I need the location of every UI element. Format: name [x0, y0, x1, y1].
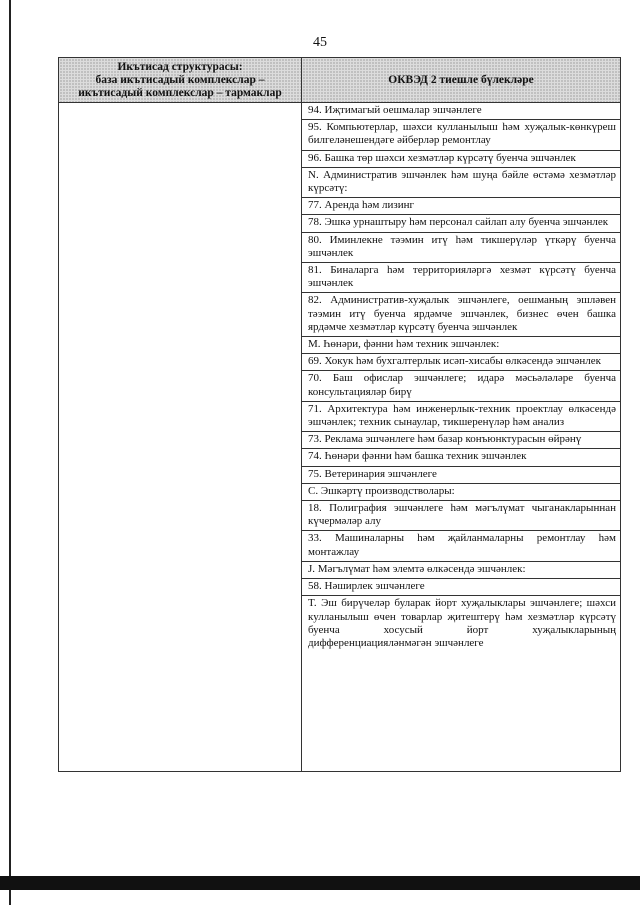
list-item: 95. Компьютерлар, шәхси кулланылыш һәм хуҗалык-көнкүреш билгеләнешендәге әйберләр ремонтлау [302, 120, 620, 150]
items-cell [302, 103, 621, 772]
list-item: 58. Нәширлек эшчәнлеге [302, 579, 620, 596]
header-right-cell: ОКВЭД 2 тиешле бүлекләре [302, 58, 621, 103]
header-left-line: икътисадый комплекслар – тармаклар [78, 86, 282, 99]
okved-table [58, 57, 621, 772]
header-left-line: Икътисад структурасы: [117, 60, 243, 73]
list-item: 33. Машиналарны һәм җайланмаларны ремонтлау һәм монтажлау [302, 531, 620, 561]
table-header-row [59, 58, 621, 103]
empty-left-cell [59, 103, 302, 772]
section-heading: C. Эшкәртү производстволары: [302, 484, 620, 501]
list-item: 82. Административ-хуҗалык эшчәнлеге, оешманың эшләвен тәэмин итү буенча ярдәмче эшчәнлек, бизнес өчен башка ярдәмче хезмәтләр күрсәтү буенча эшчәнлек [302, 293, 620, 337]
list-item: 74. Һөнәри фәнни һәм башка техник эшчәнлек [302, 449, 620, 466]
page-bottom-border [0, 876, 640, 890]
section-heading: M. Һөнәри, фәнни һәм техник эшчәнлек: [302, 337, 620, 354]
list-item: 69. Хокук һәм бухгалтерлык исәп-хисабы өлкәсендә эшчәнлек [302, 354, 620, 371]
header-left-line: база икътисадый комплекслар – [95, 73, 265, 86]
section-heading: N. Административ эшчәнлек һәм шуңа бәйле өстәмә хезмәтләр күрсәтү: [302, 168, 620, 198]
page-number: 45 [313, 35, 327, 50]
list-item: 73. Реклама эшчәнлеге һәм базар конъюнктурасын өйрәнү [302, 432, 620, 449]
list-item: 80. Иминлекне тәэмин итү һәм тикшерүләр үткәрү буенча эшчәнлек [302, 233, 620, 263]
list-item: 18. Полиграфия эшчәнлеге һәм мәгълүмат чыганакларыннан күчермәләр алу [302, 501, 620, 531]
list-item: 71. Архитектура һәм инженерлык-техник проектлау өлкәсендә эшчәнлек; техник сынаулар, тикшеренүләр һәм анализ [302, 402, 620, 432]
table-row [59, 103, 621, 772]
list-item: 75. Ветеринария эшчәнлеге [302, 467, 620, 484]
section-heading: J. Мәгълүмат һәм элемтә өлкәсендә эшчәнлек: [302, 562, 620, 579]
list-item: 70. Баш офислар эшчәнлеге; идарә мәсьәләләре буенча консультацияләр бирү [302, 371, 620, 401]
section-heading: T. Эш бирүчеләр буларак йорт хуҗалыклары эшчәнлеге; шәхси кулланылыш өчен товарлар җитештерү һәм хезмәтләр күрсәтү буенча хосусый йорт хуҗалыкларының дифференциацияләнмәгән эшчәнлеге [308, 597, 616, 649]
list-item: 94. Иҗтимагый оешмалар эшчәнлеге [302, 103, 620, 120]
list-item: 96. Башка төр шәхси хезмәтләр күрсәтү буенча эшчәнлек [302, 151, 620, 168]
header-left-cell [59, 58, 302, 103]
page-left-border [9, 0, 11, 905]
list-item: 77. Аренда һәм лизинг [302, 198, 620, 215]
list-item: 81. Биналарга һәм территорияләргә хезмәт күрсәтү буенча эшчәнлек [302, 263, 620, 293]
list-item: 78. Эшкә урнаштыру һәм персонал сайлап алу буенча эшчәнлек [302, 215, 620, 232]
